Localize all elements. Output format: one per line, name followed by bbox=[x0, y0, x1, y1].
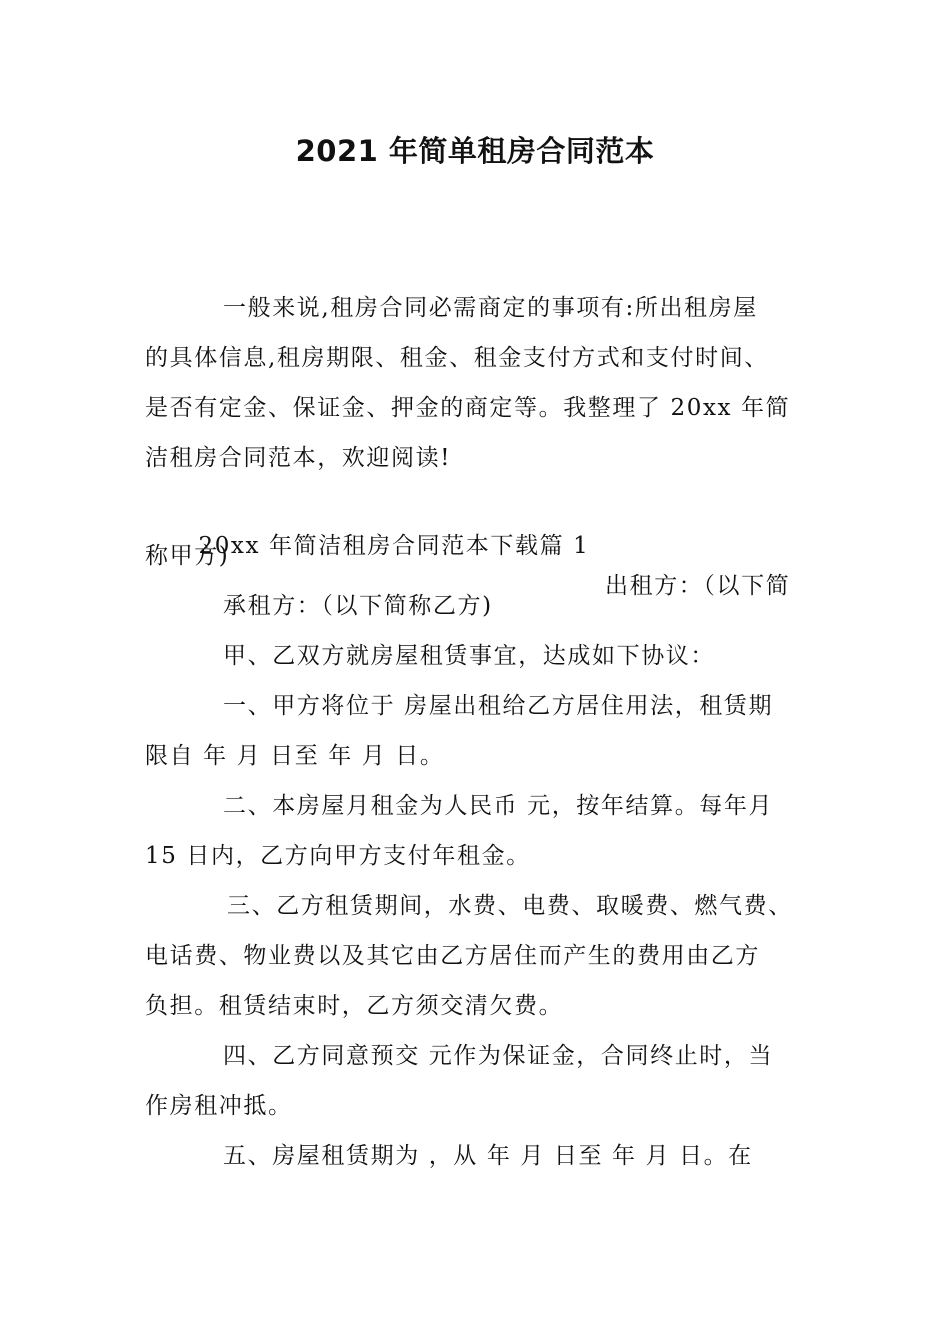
paragraph-line: 是否有定金、保证金、押金的商定等。我整理了 20xx 年简 bbox=[145, 395, 791, 421]
paragraph-line: 甲、乙双方就房屋租赁事宜，达成如下协议： bbox=[223, 643, 715, 669]
paragraph-line: 洁租房合同范本，欢迎阅读! bbox=[145, 445, 452, 471]
paragraph-line: 电话费、物业费以及其它由乙方居住而产生的费用由乙方 bbox=[145, 943, 760, 969]
paragraph-line: 15 日内，乙方向甲方支付年租金。 bbox=[145, 843, 531, 869]
paragraph-line: 一、甲方将位于 房屋出租给乙方居住用法，租赁期 bbox=[223, 693, 774, 719]
paragraph-line: 作房租冲抵。 bbox=[145, 1093, 293, 1119]
document-body bbox=[145, 288, 807, 1188]
paragraph-line: 四、乙方同意预交 元作为保证金，合同终止时，当 bbox=[223, 1043, 774, 1069]
paragraph-line: 一般来说,租房合同必需商定的事项有:所出租房屋 bbox=[223, 295, 758, 321]
paragraph-line: 负担。租赁结束时，乙方须交清欠费。 bbox=[145, 993, 564, 1019]
paragraph-line: 二、本房屋月租金为人民币 元，按年结算。每年月 bbox=[223, 793, 774, 819]
paragraph-line: 三、乙方租赁期间，水费、电费、取暖费、燃气费、 bbox=[227, 893, 793, 919]
paragraph-line: 称甲方) bbox=[145, 543, 230, 569]
paragraph-fragment: 出租方：（以下简 bbox=[605, 573, 791, 599]
paragraph-line: 五、房屋租赁期为 ，从 年 月 日至 年 月 日。在 bbox=[223, 1143, 753, 1169]
paragraph-line: 的具体信息,租房期限、租金、租金支付方式和支付时间、 bbox=[145, 345, 769, 371]
paragraph-line: 限自 年 月 日至 年 月 日。 bbox=[145, 743, 445, 769]
paragraph-line: 承租方：（以下简称乙方) bbox=[223, 593, 493, 619]
section-heading: 20xx 年简洁租房合同范本下载篇 1 bbox=[198, 533, 590, 559]
document-title: 2021 年简单租房合同范本 bbox=[295, 134, 655, 168]
